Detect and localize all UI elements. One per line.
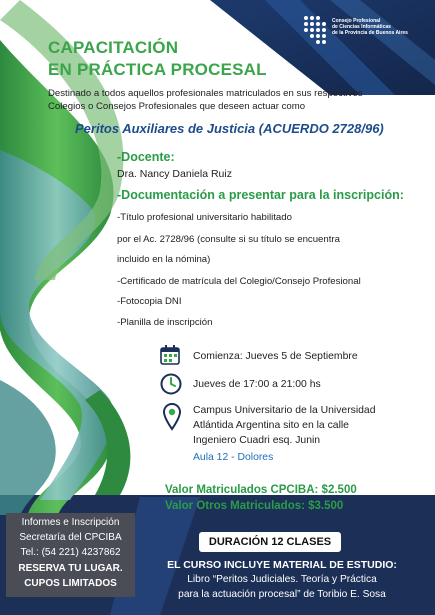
aula-text: Aula 12 - Dolores xyxy=(193,452,274,463)
clock-icon xyxy=(160,373,182,395)
doc-item: por el Ac. 2728/96 (consulte si su título se encuentra xyxy=(117,234,340,245)
doc-item: incluido en la nómina) xyxy=(117,254,211,265)
material-heading: EL CURSO INCLUYE MATERIAL DE ESTUDIO: xyxy=(167,559,397,571)
peritos-heading: Peritos Auxiliares de Justicia (ACUERDO 2728/96) xyxy=(75,121,384,136)
org-name-line3: de la Provincia de Buenos Aires xyxy=(332,30,408,36)
doc-item: -Planilla de inscripción xyxy=(117,317,213,328)
org-name-line1: Consejo Profesional xyxy=(332,18,381,24)
intro-text: Destinado a todos aquellos profesionales matriculados en sus respectivos Colegios o Consejos Profesionales que deseen actuar como xyxy=(48,88,363,112)
material-line1: Libro “Peritos Judiciales. Teoría y Práctica xyxy=(187,574,377,585)
org-name-line2: de Ciencias Informáticas xyxy=(332,24,391,30)
contact-cupos: CUPOS LIMITADOS xyxy=(24,578,117,589)
material-line2: para la actuación procesal” de Toribio E. Sosa xyxy=(178,589,386,600)
docente-heading: -Docente: xyxy=(117,150,175,164)
contact-line2: Secretaría del CPCIBA xyxy=(19,532,122,543)
price-otros: Valor Otros Matriculados: $3.500 xyxy=(165,500,344,512)
title-line1: CAPACITACIÓN xyxy=(48,38,179,57)
duration-badge: DURACIÓN 12 CLASES xyxy=(199,532,341,552)
title-line2: EN PRÁCTICA PROCESAL xyxy=(48,60,267,79)
org-name xyxy=(332,18,430,36)
doc-item: -Certificado de matrícula del Colegio/Consejo Profesional xyxy=(117,276,361,287)
start-date: Comienza: Jueves 5 de Septiembre xyxy=(193,351,358,362)
doc-item: -Título profesional universitario habilitado xyxy=(117,212,292,223)
price-matriculados: Valor Matriculados CPCIBA: $2.500 xyxy=(165,484,357,496)
location-pin-icon xyxy=(163,403,181,431)
contact-phone: Tel.: (54 221) 4237862 xyxy=(20,547,121,558)
location-line: Atlántida Argentina sito en la calle xyxy=(193,420,349,431)
location-line: Campus Universitario de la Universidad xyxy=(193,405,376,416)
cpciba-logo-icon xyxy=(300,14,330,50)
location-line: Ingeniero Cuadri esq. Junin xyxy=(193,435,321,446)
documentacion-heading: -Documentación a presentar para la inscripción: xyxy=(117,188,404,202)
contact-reserva: RESERVA TU LUGAR. xyxy=(18,563,123,574)
contact-line1: Informes e Inscripción xyxy=(21,517,120,528)
schedule-time: Jueves de 17:00 a 21:00 hs xyxy=(193,379,321,390)
doc-item: -Fotocopia DNI xyxy=(117,296,182,307)
docente-name: Dra. Nancy Daniela Ruiz xyxy=(117,168,232,180)
calendar-icon xyxy=(160,345,180,365)
